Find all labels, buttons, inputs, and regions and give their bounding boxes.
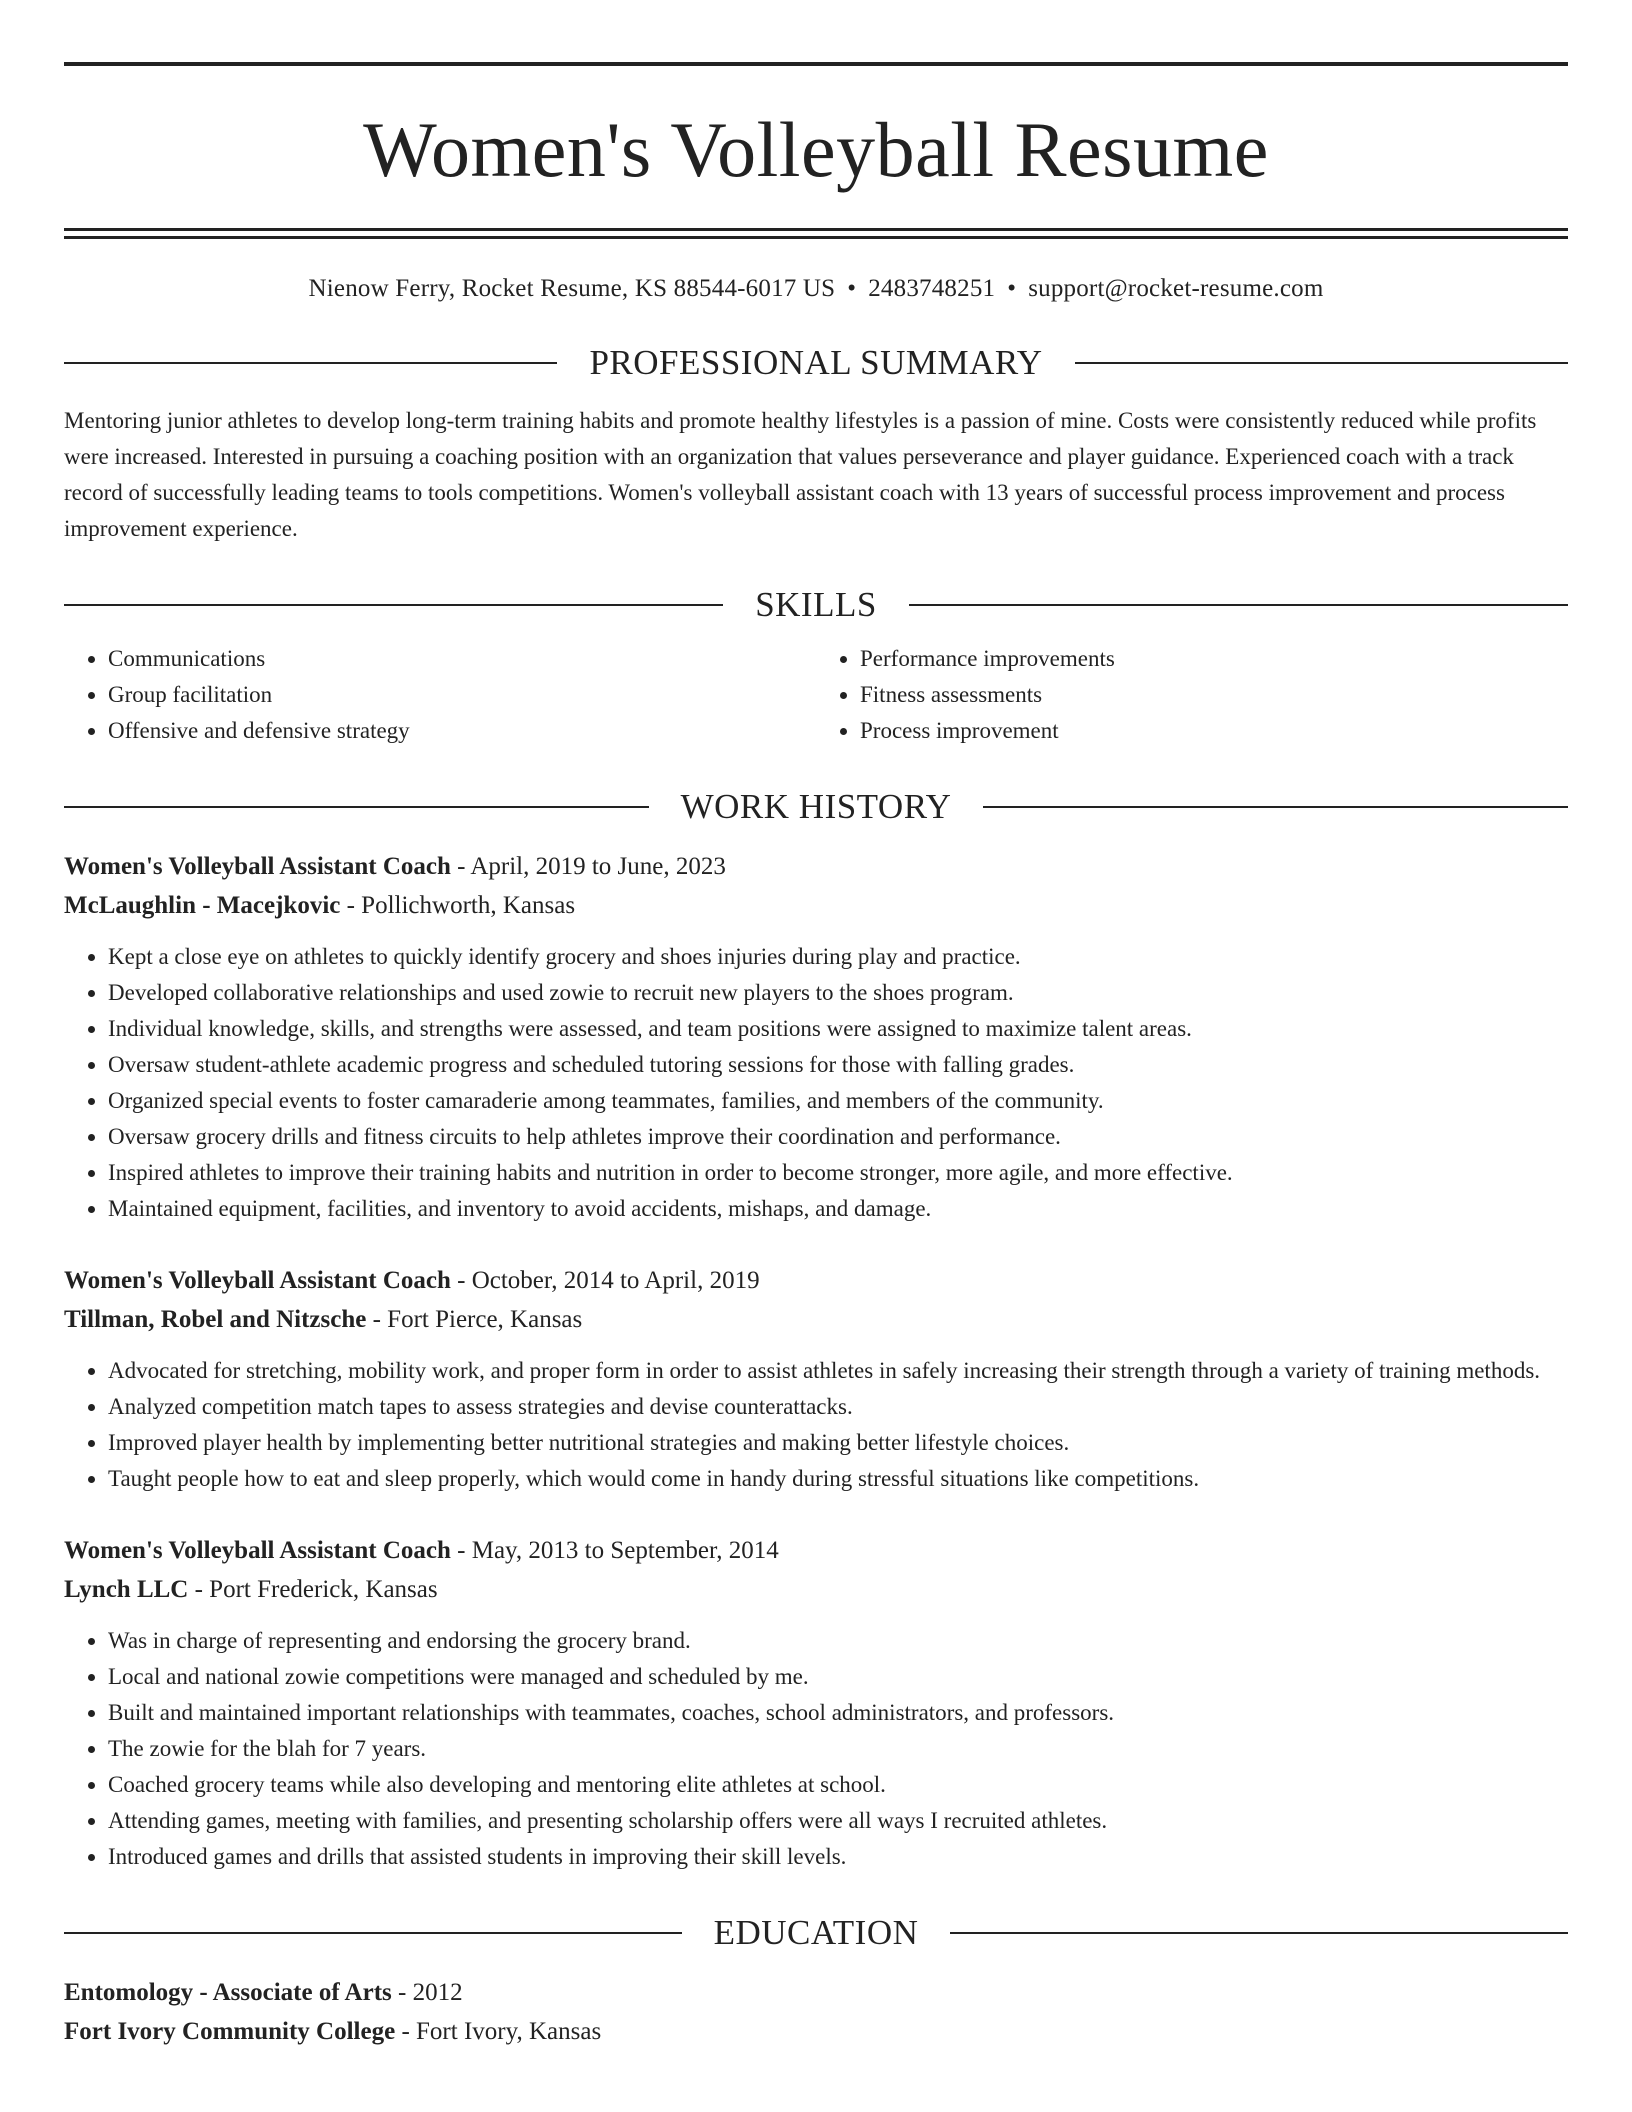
job-bullet: • Introduced games and drills that assisted students in improving their skill levels. xyxy=(108,1839,1568,1875)
job-company: McLaughlin - Macejkovic xyxy=(64,892,341,919)
job-bullet: • Analyzed competition match tapes to assess strategies and devise counterattacks. xyxy=(108,1389,1568,1425)
job-title-line xyxy=(64,1531,1568,1570)
heading-rule xyxy=(64,604,723,606)
job-bullet: • Oversaw grocery drills and fitness circuits to help athletes improve their coordination and performance. xyxy=(108,1119,1568,1155)
work-heading-label: WORK HISTORY xyxy=(680,787,952,826)
education-school: Fort Ivory Community College xyxy=(64,2018,396,2045)
education-year: - 2012 xyxy=(391,1979,463,2006)
heading-rule xyxy=(909,604,1568,606)
education-degree: Entomology - Associate of Arts xyxy=(64,1979,392,2006)
job-company-line xyxy=(64,1300,1568,1339)
contact-address: Nienow Ferry, Rocket Resume, KS 88544-6017 US xyxy=(308,275,836,302)
heading-rule xyxy=(64,362,557,364)
skills-column-right xyxy=(816,641,1568,749)
heading-rule xyxy=(64,806,649,808)
job-dates: - April, 2019 to June, 2023 xyxy=(450,853,726,880)
contact-phone: 2483748251 xyxy=(868,275,996,302)
skill-item: • Performance improvements xyxy=(860,641,1568,677)
job-company-line xyxy=(64,1570,1568,1609)
job-entry xyxy=(64,1531,1568,1875)
job-bullet: • Coached grocery teams while also developing and mentoring elite athletes at school. xyxy=(108,1767,1568,1803)
contact-line xyxy=(64,273,1568,305)
skills-heading xyxy=(64,583,1568,627)
summary-heading xyxy=(64,341,1568,385)
top-rule xyxy=(64,62,1568,66)
heading-rule xyxy=(983,806,1568,808)
job-title: Women's Volleyball Assistant Coach xyxy=(64,853,451,880)
job-bullet: • Individual knowledge, skills, and strengths were assessed, and team positions were assigned to maximize talent areas. xyxy=(108,1011,1568,1047)
job-dates: - October, 2014 to April, 2019 xyxy=(450,1267,760,1294)
job-title-line xyxy=(64,1261,1568,1300)
summary-heading-label: PROFESSIONAL SUMMARY xyxy=(589,343,1043,382)
job-bullet: • Kept a close eye on athletes to quickly identify grocery and shoes injuries during play and practice. xyxy=(108,939,1568,975)
education-school-line xyxy=(64,2012,1568,2051)
job-bullets xyxy=(64,939,1568,1227)
job-company: Tillman, Robel and Nitzsche xyxy=(64,1306,367,1333)
heading-rule xyxy=(950,1932,1568,1934)
job-company-line xyxy=(64,886,1568,925)
job-location: - Port Frederick, Kansas xyxy=(188,1576,438,1603)
job-bullet: • Attending games, meeting with families, and presenting scholarship offers were all ways I recruited athletes. xyxy=(108,1803,1568,1839)
job-dates: - May, 2013 to September, 2014 xyxy=(450,1537,779,1564)
skill-item: • Offensive and defensive strategy xyxy=(108,713,816,749)
education-location: - Fort Ivory, Kansas xyxy=(395,2018,602,2045)
job-bullet: • Built and maintained important relationships with teammates, coaches, school administrators, and professors. xyxy=(108,1695,1568,1731)
job-bullet: • Inspired athletes to improve their training habits and nutrition in order to become stronger, more agile, and more effective. xyxy=(108,1155,1568,1191)
skill-item: • Fitness assessments xyxy=(860,677,1568,713)
contact-email: support@rocket-resume.com xyxy=(1028,275,1324,302)
page-title: Women's Volleyball Resume xyxy=(363,106,1269,193)
heading-rule xyxy=(64,1932,682,1934)
job-company: Lynch LLC xyxy=(64,1576,189,1603)
job-bullet: • Developed collaborative relationships and used zowie to recruit new players to the shoes program. xyxy=(108,975,1568,1011)
skills-list xyxy=(64,641,1568,749)
job-bullet: • Taught people how to eat and sleep properly, which would come in handy during stressful situations like competitions. xyxy=(108,1461,1568,1497)
contact-separator: • xyxy=(1007,275,1017,302)
education-degree-line xyxy=(64,1973,1568,2012)
job-bullet: • Organized special events to foster camaraderie among teammates, families, and members of the community. xyxy=(108,1083,1568,1119)
education-heading xyxy=(64,1911,1568,1955)
title-double-rule xyxy=(64,228,1568,239)
skill-item: • Process improvement xyxy=(860,713,1568,749)
job-bullets xyxy=(64,1353,1568,1497)
job-bullet: • Oversaw student-athlete academic progress and scheduled tutoring sessions for those with falling grades. xyxy=(108,1047,1568,1083)
job-bullet: • Maintained equipment, facilities, and inventory to avoid accidents, mishaps, and damage. xyxy=(108,1191,1568,1227)
job-bullets xyxy=(64,1623,1568,1875)
job-location: - Fort Pierce, Kansas xyxy=(366,1306,583,1333)
job-bullet: • Improved player health by implementing better nutritional strategies and making better lifestyle choices. xyxy=(108,1425,1568,1461)
job-title: Women's Volleyball Assistant Coach xyxy=(64,1267,451,1294)
job-bullet: • Was in charge of representing and endorsing the grocery brand. xyxy=(108,1623,1568,1659)
job-title-line xyxy=(64,847,1568,886)
education-entry xyxy=(64,1973,1568,2051)
job-title: Women's Volleyball Assistant Coach xyxy=(64,1537,451,1564)
job-bullet: • Local and national zowie competitions were managed and scheduled by me. xyxy=(108,1659,1568,1695)
heading-rule xyxy=(1075,362,1568,364)
education-heading-label: EDUCATION xyxy=(713,1913,919,1952)
skill-item: • Communications xyxy=(108,641,816,677)
contact-separator: • xyxy=(847,275,857,302)
skills-column-left xyxy=(64,641,816,749)
skill-item: • Group facilitation xyxy=(108,677,816,713)
job-location: - Pollichworth, Kansas xyxy=(340,892,576,919)
work-heading xyxy=(64,785,1568,829)
job-bullet: • The zowie for the blah for 7 years. xyxy=(108,1731,1568,1767)
summary-text: Mentoring junior athletes to develop long-term training habits and promote healthy lifestyles is a passion of mine. Costs were consistently reduced while profits were increased. Interested in pursuing a coaching position with an organization that values perseverance and player guidance. Experienced coach with a track record of successfully leading teams to tools competitions. Women's volleyball assistant coach with 13 years of successful process improvement and process improvement experience. xyxy=(64,408,1537,541)
skills-heading-label: SKILLS xyxy=(755,585,877,624)
job-entry xyxy=(64,847,1568,1227)
job-entry xyxy=(64,1261,1568,1497)
job-bullet: • Advocated for stretching, mobility work, and proper form in order to assist athletes in safely increasing their strength through a variety of training methods. xyxy=(108,1353,1568,1389)
